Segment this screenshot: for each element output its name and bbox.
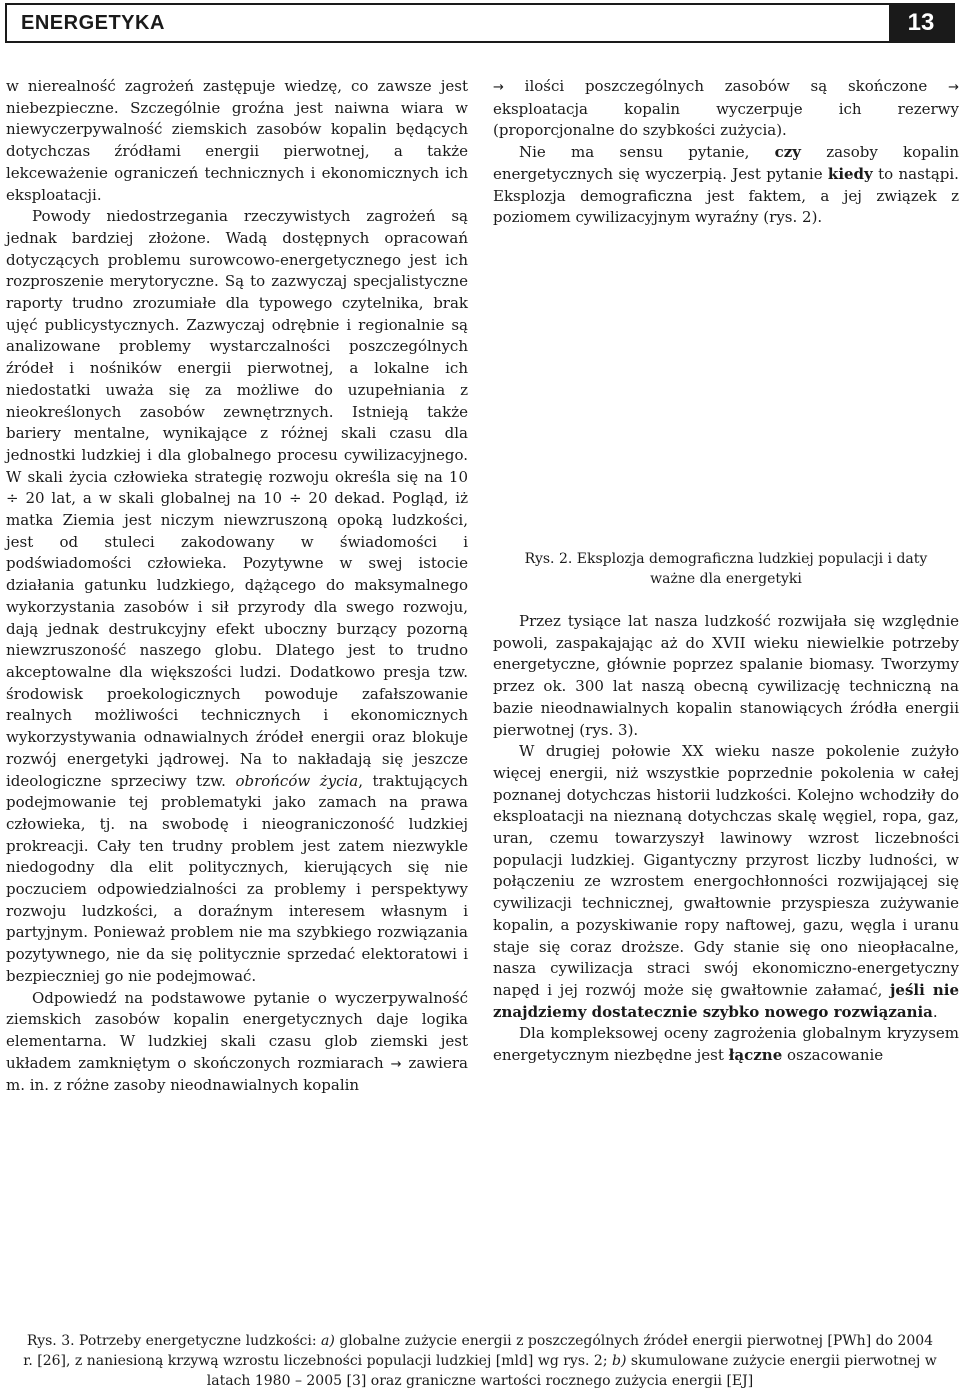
right-paragraph-5-bold: łączne — [728, 1046, 783, 1065]
left-paragraph-2-italic: obrońców życia — [235, 771, 359, 790]
right-paragraph-4-bold: jeśli nie znajdziemy dostatecznie szybko nowego rozwiązania — [493, 980, 959, 1021]
arrow-icon: → — [493, 80, 504, 95]
arrow-icon: → — [390, 1056, 402, 1072]
figure-3-caption — [20, 1331, 940, 1391]
figure-2-caption — [493, 549, 959, 589]
left-paragraph-1: w nierealność zagrożeń zastępuje wiedzę, co zawsze jest niebezpieczne. Szczególnie groźna jest naiwna wiara w niewyczerpywalność ziemskich zasobów kopalin będących dotychczas źródłami energii pierwotnej, a także lekceważenie ograniczeń technicznych i ekonomicznych ich eksploatacji. — [6, 77, 468, 204]
section-title: ENERGETYKA — [21, 12, 165, 34]
figure-2-caption-line-2: ważne dla energetyki — [650, 571, 802, 587]
left-paragraph-3 — [6, 988, 468, 1098]
page-number: 13 — [889, 5, 953, 41]
left-column — [6, 76, 468, 1097]
right-paragraph-2c: to nastąpi. Eksplozja demograficzna jest faktem, a jej związek z poziomem cywilizacyjnym wyraźny (rys. 2). — [493, 164, 959, 227]
left-paragraph-3-text: Odpowiedź na podstawowe pytanie o wyczerpywalność ziemskich zasobów kopalin energetycznych daje logika elementarna. W ludzkiej skali czasu glob ziemski jest układem zamkniętym o skończonych rozmiarach — [6, 988, 468, 1072]
right-paragraph-5b: oszacowanie — [787, 1046, 884, 1065]
figure-2-caption-line-1: Rys. 2. Eksplozja demograficzna ludzkiej populacji i daty — [524, 551, 928, 567]
figure-3-label-a: a) — [321, 1333, 335, 1349]
figure-3-label-b: b) — [612, 1353, 627, 1369]
figure-3-caption-a: Rys. 3. Potrzeby energetyczne ludzkości: — [26, 1333, 317, 1349]
right-paragraph-3: Przez tysiące lat nasza ludzkość rozwijała się względnie powoli, zaspakajając aż do XVII wieku niewielkie potrzeby energetyczne, głównie poprzez spalanie biomasy. Tworzymy przez ok. 300 lat naszą obecną cywilizację techniczną na bazie nieodnawialnych kopalin stanowiących źródła energii pierwotnej (rys. 3). — [493, 612, 959, 739]
right-paragraph-2-bold-2: kiedy — [827, 164, 873, 183]
figure-3-caption-c: skumulowane zużycie energii pierwotnej w latach 1980 – 2005 [3] oraz graniczne wartości rocznego zużycia energii [EJ] — [206, 1353, 937, 1389]
right-paragraph-1a: ilości poszczególnych zasobów są skończone — [524, 77, 928, 95]
right-paragraph-4a: W drugiej połowie XX wieku nasze pokolenie zużyło więcej energii, niż wszystkie poprzednie pokolenia w całej poznanej dotychczas historii ludzkości. Kolejno wchodziły do eksploatacji na nieznaną dotychczas skalę węgiel, ropa, gaz, uran, czemu towarzyszył lawinowy wzrost liczebności populacji ludzkiej. Gigantyczny przyrost liczby ludności, w połączeniu ze wzrostem energochłonności rozwijającej się cywilizacji technicznej, gwałtownie przyspiesza zużywanie kopalin, a pozyskiwanie ropy naftowej, gazu, węgla i uranu staje się coraz droższe. Gdy stanie się ono nieopłacalne, nasza cywilizacja straci swój ekonomiczno-energetyczny napęd i jej rozwój może się gwałtownie załamać, — [493, 742, 959, 999]
figure-3-caption-b: globalne zużycie energii z poszczególnych źródeł energii pierwotnej [PWh] do 2004 r. [26], z naniesioną krzywą wzrostu liczebności populacji ludzkiej [mld] wg rys. 2; — [23, 1333, 934, 1369]
right-paragraph-2b: zasoby kopalin energetycznych się wyczerpią. Jest pytanie — [493, 143, 959, 183]
arrow-icon: → — [948, 80, 959, 95]
page-header — [5, 3, 955, 43]
figure-2-placeholder — [493, 240, 959, 540]
right-column-bottom — [493, 611, 959, 1067]
right-paragraph-4 — [493, 741, 959, 1023]
right-paragraph-2a: Nie ma sensu pytanie, — [519, 143, 750, 162]
right-paragraph-5a: Dla kompleksowej oceny zagrożenia globalnym kryzysem energetycznym niezbędne jest — [493, 1024, 959, 1065]
right-column-top — [493, 76, 959, 229]
right-paragraph-4-end: . — [932, 1002, 938, 1021]
left-paragraph-3-cont: zawiera m. in. z różne zasoby nieodnawialnych kopalin — [6, 1053, 468, 1095]
left-paragraph-2 — [6, 206, 468, 987]
right-paragraph-5 — [493, 1023, 959, 1066]
right-paragraph-2 — [493, 142, 959, 229]
right-paragraph-2-bold-1: czy — [774, 143, 801, 162]
right-paragraph-1 — [493, 76, 959, 142]
right-paragraph-1b: eksploatacja kopalin wyczerpuje ich rezerwy (proporcjonalne do szybkości zużycia). — [493, 99, 959, 140]
left-paragraph-2-text: Powody niedostrzegania rzeczywistych zagrożeń są jednak bardziej złożone. Wadą dostępnych opracowań dotyczących problemu surowcowo-energetycznego jest ich rozproszenie merytoryczne. Są to zazwyczaj specjalistyczne raporty trudno zrozumiałe dla typowego czytelnika, brak ujęć publicystycznych. Zazwyczaj odrębnie i regionalnie są analizowane problemy wystarczalności poszczególnych źródeł i nośników energii pierwotnej, a lokalne ich niedostatki uważa się za możliwe do uzupełniania z nieokreślonych zasobów zewnętrznych. Istnieją także bariery mentalne, wynikające z różnej skali czasu dla jednostki ludzkiej i dla globalnego procesu cywilizacyjnego. W skali życia człowieka strategię rozwoju określa się na 10 ÷ 20 lat, a w skali globalnej na 10 ÷ 20 dekad. Pogląd, iż matka Ziemia jest niczym niewzruszoną opoką ludzkości, jest od stuleci zakodowany w świadomości i podświadomości człowieka. Pozytywne w swej istocie działania gatunku ludzkiego, dążącego do maksymalnego wykorzystania zasobów i sił przyrody dla swego rozwoju, dają jednak destrukcyjny efekt uboczny burzący pozorną niewzruszoność naszego globu. Dlatego jest to trudno akceptowalne dla większości ludzi. Dodatkowo presja tzw. środowisk proekologicznych powoduje zafałszowanie realnych możliwości technicznych i ekonomicznych wykorzystywania odnawialnych źródeł energii oraz blokuje rozwój energetyki jądrowej. Na to nakładają się jeszcze ideologiczne sprzeciwy tzw. — [6, 207, 468, 790]
figure-3-placeholder — [6, 1100, 956, 1325]
left-paragraph-2-end: , traktujących podejmowanie tej problematyki jako zamach na prawa człowieka, tj. na swobodę i nieograniczoność ludzkiej prokreacji. Cały ten trudny problem jest zatem niezwykle niedogodny dla elit politycznych, kierujących się nie poczuciem odpowiedzialności za problemy i perspektywy rozwoju ludzkości, a doraźnym interesem własnym i partyjnym. Ponieważ problem nie ma szybkiego rozwiązania pozytywnego, nie da się politycznie sprzedać elektoratowi i bezpieczniej go nie podejmować. — [6, 771, 468, 985]
